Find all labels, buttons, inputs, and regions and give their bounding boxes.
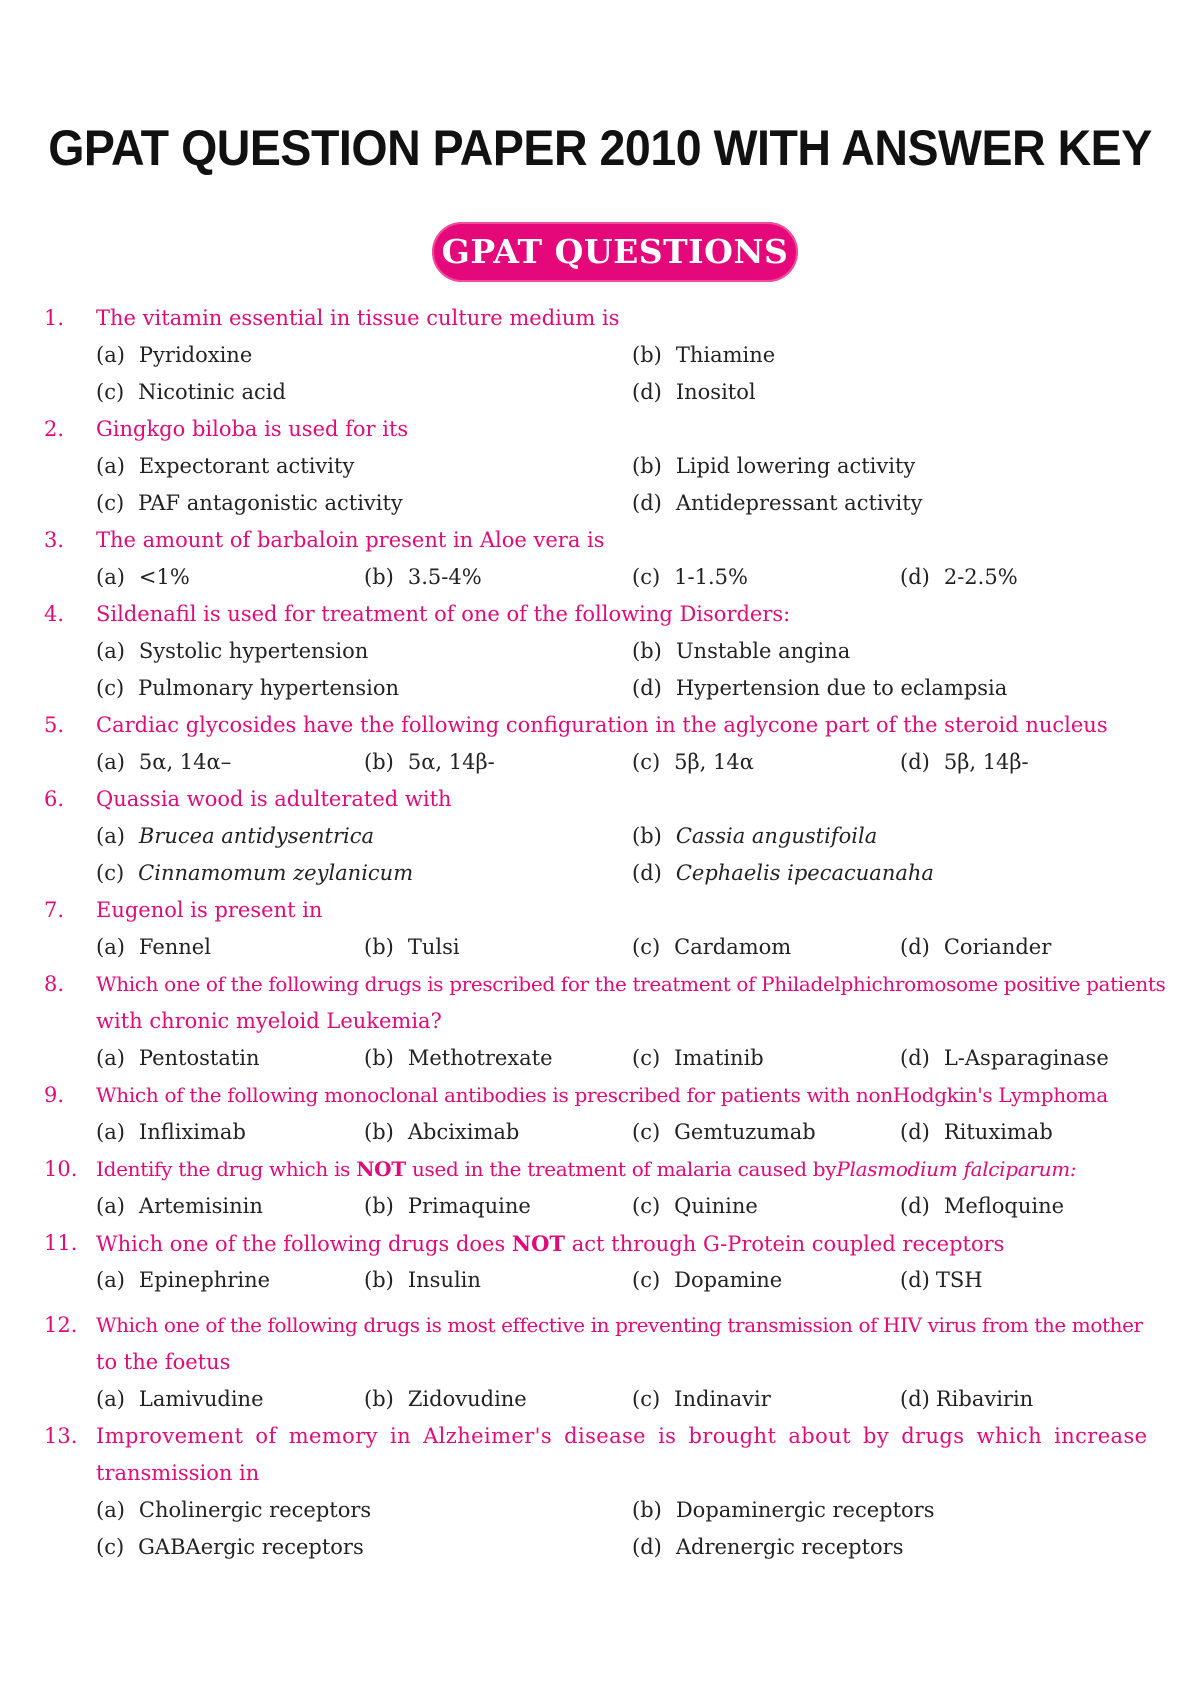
- option-row: [0, 1381, 1200, 1418]
- question-list: [0, 300, 1200, 1566]
- option-row: [0, 744, 1200, 781]
- question-number: 7.: [44, 898, 65, 922]
- section-badge: GPAT QUESTIONS: [432, 222, 798, 282]
- question-number: 9.: [44, 1083, 65, 1107]
- option-b: (b) Thiamine: [632, 343, 776, 367]
- question-number: 5.: [44, 713, 65, 737]
- option-c: (c) Dopamine: [632, 1268, 783, 1292]
- question-number: 11.: [44, 1231, 78, 1255]
- question-13-continued: [0, 1455, 1200, 1492]
- option-row: [0, 559, 1200, 596]
- option-b: (b) Unstable angina: [632, 639, 851, 663]
- option-row: [0, 855, 1200, 892]
- question-number: 12.: [44, 1313, 78, 1337]
- option-b: (b) 3.5-4%: [364, 565, 482, 589]
- question-2: [0, 411, 1200, 448]
- option-d: (d) Coriander: [900, 935, 1052, 959]
- question-number: 3.: [44, 528, 65, 552]
- option-d: (d) Mefloquine: [900, 1194, 1065, 1218]
- option-row: [0, 633, 1200, 670]
- option-b: (b) Cassia angustifoila: [632, 824, 878, 848]
- option-d: (d) Rituximab: [900, 1120, 1053, 1144]
- question-number: 2.: [44, 417, 65, 441]
- option-a: (a) Lamivudine: [96, 1387, 264, 1411]
- question-3: [0, 522, 1200, 559]
- option-c: (c) PAF antagonistic activity: [96, 491, 403, 515]
- option-d: (d) Cephaelis ipecacuanaha: [632, 861, 934, 885]
- option-a: (a) Pentostatin: [96, 1046, 260, 1070]
- option-d: (d) 2-2.5%: [900, 565, 1018, 589]
- question-number: 13.: [44, 1424, 78, 1448]
- question-text: Which one of the following drugs is prescribed for the treatment of Philadelphichromosome positive patients: [96, 972, 1166, 996]
- question-8: [0, 966, 1200, 1003]
- option-row: [0, 1114, 1200, 1151]
- question-10: [0, 1151, 1200, 1188]
- option-row: [0, 337, 1200, 374]
- option-a: (a) Systolic hypertension: [96, 639, 369, 663]
- option-d: (d) Ribavirin: [900, 1387, 1034, 1411]
- question-text: Which of the following monoclonal antibodies is prescribed for patients with nonHodgkin's Lymphoma: [96, 1083, 1108, 1107]
- question-number: 1.: [44, 306, 65, 330]
- option-c: (c) Gemtuzumab: [632, 1120, 816, 1144]
- question-text: transmission in: [96, 1461, 260, 1485]
- option-d: (d) Hypertension due to eclampsia: [632, 676, 1008, 700]
- option-row: [0, 670, 1200, 707]
- option-d: (d) TSH: [900, 1268, 983, 1292]
- question-text: with chronic myeloid Leukemia?: [96, 1009, 442, 1033]
- option-row: [0, 1040, 1200, 1077]
- option-c: (c) GABAergic receptors: [96, 1535, 364, 1559]
- option-d: (d) Adrenergic receptors: [632, 1535, 904, 1559]
- option-c: (c) Quinine: [632, 1194, 758, 1218]
- option-c: (c) 1-1.5%: [632, 565, 748, 589]
- option-a: (a) 5α, 14α–: [96, 750, 232, 774]
- option-d: (d) 5β, 14β-: [900, 750, 1029, 774]
- option-row: [0, 818, 1200, 855]
- question-4: [0, 596, 1200, 633]
- option-c: (c) Cardamom: [632, 935, 792, 959]
- option-a: (a) Pyridoxine: [96, 343, 253, 367]
- question-text: The amount of barbaloin present in Aloe vera is: [96, 528, 605, 552]
- question-12: [0, 1307, 1200, 1344]
- question-5: [0, 707, 1200, 744]
- option-c: (c) Pulmonary hypertension: [96, 676, 400, 700]
- option-d: (d) Antidepressant activity: [632, 491, 923, 515]
- option-a: (a) Fennel: [96, 935, 211, 959]
- option-b: (b) Methotrexate: [364, 1046, 553, 1070]
- option-a: (a) Epinephrine: [96, 1268, 271, 1292]
- question-text: Improvement of memory in Alzheimer's disease is brought about by drugs which increase: [96, 1424, 1148, 1448]
- question-text: to the foetus: [96, 1350, 231, 1374]
- option-a: (a) Infliximab: [96, 1120, 246, 1144]
- option-d: (d) Inositol: [632, 380, 756, 404]
- option-c: (c) 5β, 14α: [632, 750, 754, 774]
- option-a: (a) Expectorant activity: [96, 454, 355, 478]
- option-a: (a) Cholinergic receptors: [96, 1498, 372, 1522]
- option-b: (b) 5α, 14β-: [364, 750, 495, 774]
- question-8-continued: [0, 1003, 1200, 1040]
- question-number: 10.: [44, 1157, 78, 1181]
- option-row: [0, 485, 1200, 522]
- question-number: 6.: [44, 787, 65, 811]
- question-text: Gingkgo biloba is used for its: [96, 417, 409, 441]
- option-row: [0, 1492, 1200, 1529]
- question-9: [0, 1077, 1200, 1114]
- option-a: (a) <1%: [96, 565, 190, 589]
- option-b: (b) Tulsi: [364, 935, 460, 959]
- option-a: (a) Brucea antidysentrica: [96, 824, 374, 848]
- question-number: 4.: [44, 602, 65, 626]
- option-b: (b) Insulin: [364, 1268, 481, 1292]
- question-text: Cardiac glycosides have the following configuration in the aglycone part of the steroid nucleus: [96, 713, 1108, 737]
- question-text: Quassia wood is adulterated with: [96, 787, 452, 811]
- option-c: (c) Nicotinic acid: [96, 380, 286, 404]
- question-6: [0, 781, 1200, 818]
- question-13: [0, 1418, 1200, 1455]
- question-text: Sildenafil is used for treatment of one of the following Disorders:: [96, 602, 791, 626]
- option-row: [0, 1262, 1200, 1299]
- question-text: Eugenol is present in: [96, 898, 323, 922]
- question-11: [0, 1225, 1200, 1262]
- option-row: [0, 1529, 1200, 1566]
- question-12-continued: [0, 1344, 1200, 1381]
- option-row: [0, 448, 1200, 485]
- option-c: (c) Cinnamomum zeylanicum: [96, 861, 414, 885]
- page-title: GPAT QUESTION PAPER 2010 WITH ANSWER KEY: [48, 120, 1152, 176]
- option-row: [0, 374, 1200, 411]
- option-row: [0, 1188, 1200, 1225]
- question-text: The vitamin essential in tissue culture medium is: [96, 306, 620, 330]
- question-text: Identify the drug which is NOT used in the treatment of malaria caused byPlasmodium falciparum:: [96, 1157, 1077, 1181]
- option-b: (b) Abciximab: [364, 1120, 520, 1144]
- option-b: (b) Dopaminergic receptors: [632, 1498, 935, 1522]
- option-c: (c) Imatinib: [632, 1046, 764, 1070]
- option-b: (b) Lipid lowering activity: [632, 454, 916, 478]
- option-row: [0, 929, 1200, 966]
- question-1: [0, 300, 1200, 337]
- question-text: Which one of the following drugs is most effective in preventing transmission of HIV virus from the mother: [96, 1313, 1143, 1337]
- question-number: 8.: [44, 972, 65, 996]
- option-c: (c) Indinavir: [632, 1387, 771, 1411]
- option-a: (a) Artemisinin: [96, 1194, 263, 1218]
- option-d: (d) L-Asparaginase: [900, 1046, 1109, 1070]
- option-b: (b) Primaquine: [364, 1194, 531, 1218]
- question-text: Which one of the following drugs does NOT act through G-Protein coupled receptors: [96, 1231, 1005, 1256]
- question-7: [0, 892, 1200, 929]
- option-b: (b) Zidovudine: [364, 1387, 527, 1411]
